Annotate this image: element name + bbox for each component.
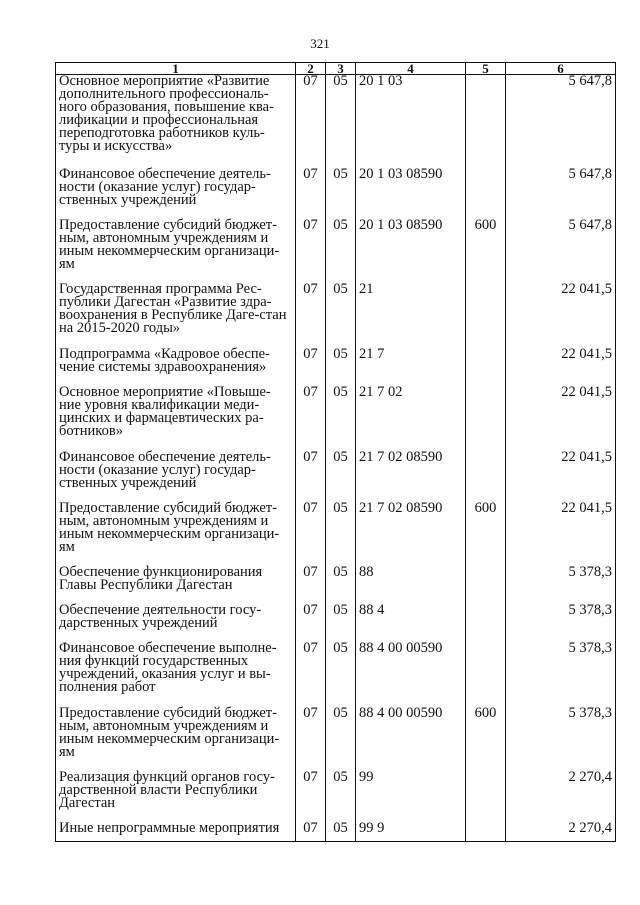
row-amount: 5 378,3 [506,707,616,771]
row-expense-type [466,168,506,219]
row-expense-type [466,75,506,168]
table-row [56,771,616,822]
row-name: Иные непрограммные мероприятия [56,822,296,842]
header-col-3: 3 [326,63,356,75]
row-target-code: 88 [356,566,466,604]
row-section: 07 [296,822,326,842]
row-target-code: 88 4 [356,604,466,642]
row-expense-type [466,642,506,707]
row-amount: 5 647,8 [506,168,616,219]
row-target-code: 21 7 02 08590 [356,502,466,566]
row-amount: 22 041,5 [506,451,616,502]
row-section: 07 [296,566,326,604]
row-subsection: 05 [326,566,356,604]
table-row [56,566,616,604]
table-row [56,168,616,219]
row-amount: 2 270,4 [506,822,616,842]
row-name: Основное мероприятие «Повыше-ние уровня квалификации меди-цинских и фармацевтических ра-ботников» [56,386,296,451]
row-target-code: 21 7 02 08590 [356,451,466,502]
row-target-code: 99 [356,771,466,822]
row-amount: 5 378,3 [506,604,616,642]
header-col-5: 5 [466,63,506,75]
row-name: Предоставление субсидий бюджет-ным, автономным учреждениям и иным некоммерческим организаци-ям [56,502,296,566]
table-row [56,75,616,168]
row-name: Предоставление субсидий бюджет-ным, автономным учреждениям и иным некоммерческим организаци-ям [56,219,296,283]
row-expense-type [466,283,506,348]
row-expense-type: 600 [466,219,506,283]
row-section: 07 [296,502,326,566]
row-section: 07 [296,451,326,502]
row-name: Финансовое обеспечение деятель-ности (оказание услуг) государ-ственных учреждений [56,168,296,219]
row-section: 07 [296,386,326,451]
row-section: 07 [296,348,326,386]
row-subsection: 05 [326,604,356,642]
row-expense-type [466,771,506,822]
row-name: Финансовое обеспечение деятель-ности (оказание услуг) государ-ственных учреждений [56,451,296,502]
row-subsection: 05 [326,502,356,566]
row-name: Основное мероприятие «Развитие дополнительного профессиональ-ного образования, повышение ква-лификации и профессиональная переподготовка работников куль-туры и искусства» [56,75,296,168]
row-target-code: 20 1 03 [356,75,466,168]
table-row [56,348,616,386]
row-subsection: 05 [326,642,356,707]
row-target-code: 21 7 [356,348,466,386]
header-col-4: 4 [356,63,466,75]
row-target-code: 99 9 [356,822,466,842]
row-subsection: 05 [326,822,356,842]
table-row [56,283,616,348]
row-name: Обеспечение функционирования Главы Республики Дагестан [56,566,296,604]
row-amount: 22 041,5 [506,283,616,348]
row-subsection: 05 [326,348,356,386]
row-target-code: 21 [356,283,466,348]
table-row [56,707,616,771]
table-row [56,502,616,566]
row-target-code: 20 1 03 08590 [356,168,466,219]
table-row [56,386,616,451]
row-expense-type: 600 [466,707,506,771]
row-subsection: 05 [326,771,356,822]
row-amount: 5 647,8 [506,75,616,168]
row-target-code: 88 4 00 00590 [356,642,466,707]
row-expense-type [466,604,506,642]
row-subsection: 05 [326,386,356,451]
header-col-2: 2 [296,63,326,75]
table-row [56,219,616,283]
row-name: Обеспечение деятельности госу-дарственных учреждений [56,604,296,642]
row-subsection: 05 [326,219,356,283]
row-expense-type [466,386,506,451]
row-subsection: 05 [326,168,356,219]
row-expense-type: 600 [466,502,506,566]
row-section: 07 [296,168,326,219]
row-expense-type [466,822,506,842]
row-name: Финансовое обеспечение выполне-ния функций государственных учреждений, оказания услуг и вы-полнения работ [56,642,296,707]
row-amount: 5 378,3 [506,566,616,604]
row-name: Государственная программа Рес-публики Дагестан «Развитие здра-воохранения в Республике Даге-стан на 2015-2020 годы» [56,283,296,348]
page-number: 321 [310,36,330,51]
row-subsection: 05 [326,75,356,168]
row-expense-type [466,348,506,386]
row-name: Реализация функций органов госу-дарственной власти Республики Дагестан [56,771,296,822]
table-row [56,822,616,842]
row-subsection: 05 [326,283,356,348]
row-target-code: 88 4 00 00590 [356,707,466,771]
row-section: 07 [296,219,326,283]
row-amount: 22 041,5 [506,348,616,386]
row-section: 07 [296,75,326,168]
header-col-6: 6 [506,63,616,75]
row-subsection: 05 [326,451,356,502]
table-row [56,604,616,642]
row-section: 07 [296,642,326,707]
row-amount: 22 041,5 [506,386,616,451]
row-expense-type [466,451,506,502]
row-section: 07 [296,283,326,348]
budget-table [55,62,616,842]
row-subsection: 05 [326,707,356,771]
row-target-code: 21 7 02 [356,386,466,451]
row-section: 07 [296,771,326,822]
table-row [56,451,616,502]
row-amount: 2 270,4 [506,771,616,822]
row-section: 07 [296,707,326,771]
header-col-1: 1 [56,63,296,75]
table-body [56,75,616,842]
row-amount: 5 378,3 [506,642,616,707]
row-target-code: 20 1 03 08590 [356,219,466,283]
row-name: Предоставление субсидий бюджет-ным, автономным учреждениям и иным некоммерческим организаци-ям [56,707,296,771]
row-name: Подпрограмма «Кадровое обеспе-чение системы здравоохранения» [56,348,296,386]
table-row [56,642,616,707]
row-section: 07 [296,604,326,642]
row-expense-type [466,566,506,604]
row-amount: 5 647,8 [506,219,616,283]
row-amount: 22 041,5 [506,502,616,566]
